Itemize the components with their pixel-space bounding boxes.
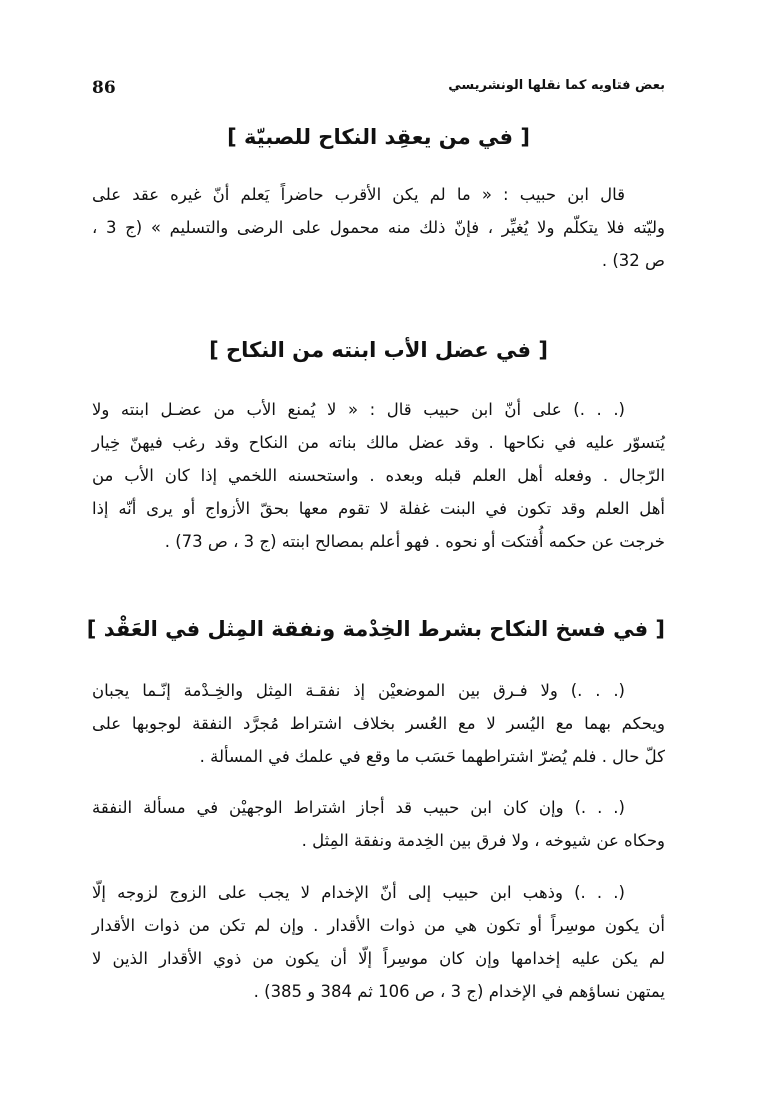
text-line: يُتسوّر عليه في نكاحها . وقد عضل مالك بناته من النكاح وقد رغب فيهنّ خِيار <box>92 433 665 452</box>
text-line: وليّته فلا يتكلّم ولا يُغيِّر ، فإنّ ذلك منه محمول على الرضى والتسليم » (ج 3 ، <box>92 218 665 237</box>
paragraph <box>92 178 665 277</box>
text-line: أن يكون موسِراً أو تكون هي من ذوات الأقدار . وإن لم تكن من ذوات الأقدار <box>92 916 665 935</box>
paragraph <box>92 876 665 1008</box>
text-line: كلّ حال . فلم يُضرّ اشتراطهما حَسَب ما وقع في علمك في المسألة . <box>199 747 665 766</box>
running-header <box>92 78 665 102</box>
running-title: بعض فتاويه كما نقلها الونشريسي <box>448 78 665 93</box>
text-line: ص 32) . <box>601 251 665 270</box>
section-heading-1: [ في من يعقِد النكاح للصبيّة ] <box>227 125 530 149</box>
text-line: (. . .) على أنّ ابن حبيب قال : « لا يُمنع الأب من عضـل ابنته ولا <box>92 400 625 419</box>
text-line: لم يكن عليه إخدامها وإن كان موسِراً إلّا أن يكون من ذوي الأقدار الذين لا <box>92 949 665 968</box>
text-line: يمتهن نساؤهم في الإخدام (ج 3 ، ص 106 ثم 384 و 385) . <box>253 982 665 1001</box>
text-line: (. . .) وإن كان ابن حبيب قد أجاز اشتراط الوجهيْن في مسألة النفقة <box>92 798 625 817</box>
text-line: (. . .) وذهب ابن حبيب إلى أنّ الإخدام لا يجب على الزوج لزوجه إلّا <box>92 883 625 902</box>
page-number: 86 <box>92 78 116 98</box>
text-line: (. . .) ولا فـرق بين الموضعيْن إذ نفقـة المِثل والخِـدْمة إنّـما يجبان <box>92 681 625 700</box>
text-line: أهل العلم وقد تكون في البنت غفلة لا تقوم معها بحقّ الأزواج أو يرى أنّه إذا <box>92 499 665 518</box>
paragraph <box>92 791 665 857</box>
paragraph <box>92 393 665 558</box>
section-heading-3: [ في فسخ النكاح بشرط الخِدْمة ونفقة المِثل في العَقْد ] <box>86 617 665 641</box>
section-heading-2: [ في عضل الأب ابنته من النكاح ] <box>209 338 548 362</box>
text-line: الرّجال . وفعله أهل العلم قبله وبعده . واستحسنه اللخمي إذا كان الأب من <box>92 466 665 485</box>
text-line: خرجت عن حكمه أُفتكت أو نحوه . فهو أعلم بمصالح ابنته (ج 3 ، ص 73) . <box>164 532 665 551</box>
text-line: وحكاه عن شيوخه ، ولا فرق بين الخِدمة ونفقة المِثل . <box>301 831 665 850</box>
paragraph <box>92 674 665 773</box>
text-line: ويحكم بهما مع اليُسر لا مع العُسر بخلاف اشتراط مُجرَّد النفقة لوجوبها على <box>92 714 665 733</box>
text-line: قال ابن حبيب : « ما لم يكن الأقرب حاضراً يَعلم أنّ غيره عقد على <box>92 185 625 204</box>
